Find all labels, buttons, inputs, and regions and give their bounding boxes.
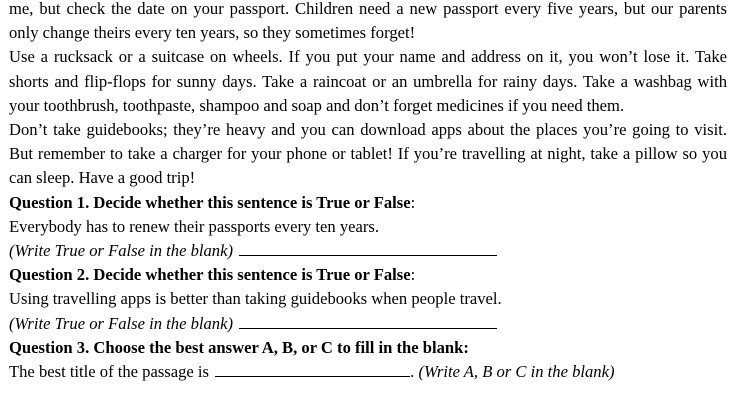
- question-1-answer-blank[interactable]: [239, 243, 497, 256]
- question-2-statement: Using travelling apps is better than taking guidebooks when people travel.: [9, 289, 502, 309]
- question-1-title: [9, 191, 727, 215]
- question-1-statement: Everybody has to renew their passports every ten years.: [9, 216, 380, 236]
- question-1-instruction: (Write True or False in the blank): [9, 241, 233, 261]
- passage-paragraph-3: Don’t take guidebooks; they’re heavy and you can download apps about the places you’re going to visit. But remember to take a charger for your phone or tablet! If you’re travelling at night, take a pillow so you can sleep. Have a good trip!: [9, 120, 727, 188]
- question-3-instruction: (Write A, B or C in the blank): [418, 362, 615, 382]
- question-3-statement: [9, 360, 727, 384]
- question-1: [9, 191, 727, 264]
- question-1-title-colon: :: [410, 192, 416, 212]
- question-1-answer-line: [9, 239, 727, 263]
- passage-paragraph-1: me, but check the date on your passport. Children need a new passport every five years, but our parents only change theirs every ten years, so they sometimes forget!: [9, 0, 727, 43]
- question-2-instruction: (Write True or False in the blank): [9, 313, 233, 333]
- question-2-answer-line: [9, 312, 727, 336]
- question-2-title: [9, 263, 727, 287]
- question-3-statement-suffix: .: [410, 362, 415, 382]
- question-2-title-colon: :: [410, 265, 416, 285]
- question-3: [9, 336, 727, 384]
- document-page: [9, 0, 727, 384]
- question-3-title: Question 3. Choose the best answer A, B, or C to fill in the blank:: [9, 337, 469, 357]
- question-1-title-text: Question 1. Decide whether this sentence is True or False: [9, 192, 411, 212]
- question-2-title-text: Question 2. Decide whether this sentence is True or False: [9, 265, 411, 285]
- question-2-answer-blank[interactable]: [239, 316, 497, 329]
- question-3-answer-blank[interactable]: [215, 364, 410, 377]
- question-2: [9, 263, 727, 336]
- passage-paragraph-2: Use a rucksack or a suitcase on wheels. If you put your name and address on it, you won’t lose it. Take shorts and flip-flops for sunny days. Take a raincoat or an umbrella for rainy days. Take a washbag with your toothbrush, toothpaste, shampoo and soap and don’t forget medicines if you need them.: [9, 47, 727, 115]
- question-3-statement-prefix: The best title of the passage is: [9, 362, 209, 382]
